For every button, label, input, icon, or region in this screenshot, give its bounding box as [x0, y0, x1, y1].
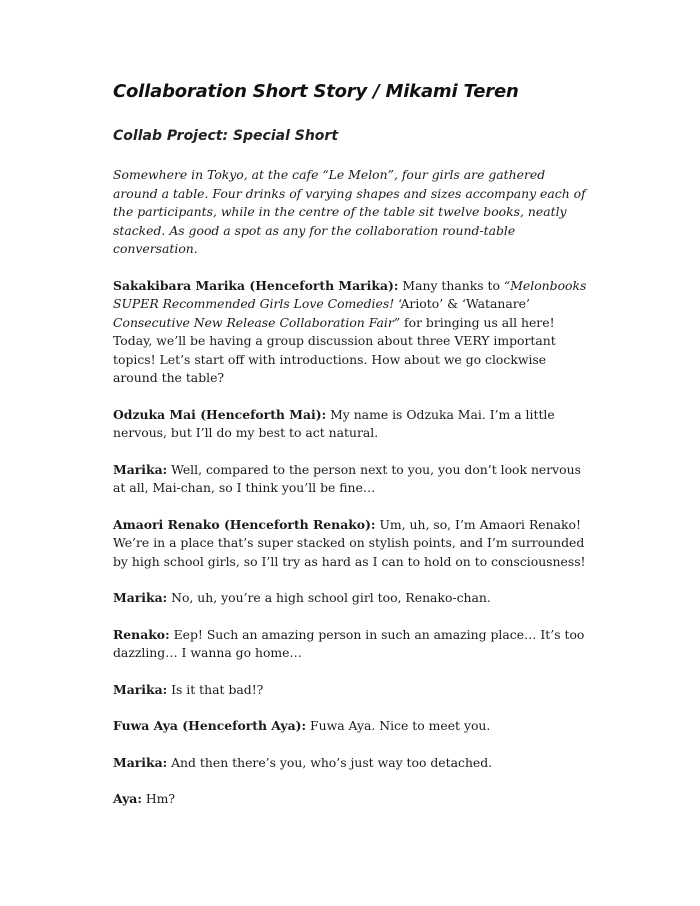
- speaker-name: Renako:: [113, 626, 170, 642]
- dialogue-text: Hm?: [141, 791, 176, 806]
- speaker-name: Marika:: [113, 461, 168, 477]
- intro-paragraph: Somewhere in Tokyo, at the cafe “Le Melon”, four girls are gathered around a table. Four drinks of varying shapes and sizes accompany each of the participants, while in the centre of the table sit twelve books, neatly stacked. As good a spot as any for the collaboration round-table conversation.: [113, 167, 586, 256]
- dialogue-line: [113, 717, 593, 736]
- speaker-name: Marika:: [113, 590, 168, 605]
- dialogue-text: Is it that bad!?: [167, 681, 264, 697]
- dialogue-line: [113, 461, 593, 498]
- dialogue-text: Eep! Such an amazing person in such an amazing place… It’s too dazzling… I wanna go home…: [113, 626, 585, 660]
- dialogue-line: [113, 589, 593, 608]
- speaker-name: Aya:: [113, 791, 142, 806]
- dialogue-text: Well, compared to the person next to you, you don’t look nervous at all, Mai-chan, so I think you’ll be fine…: [113, 461, 581, 495]
- speaker-name: Sakakibara Marika (Henceforth Marika):: [113, 277, 399, 293]
- dialogue-emphasis: Consecutive New Release Collaboration Fair”: [113, 314, 401, 330]
- dialogue-line: [113, 277, 593, 388]
- dialogue-line: [113, 516, 593, 572]
- dialogue-line: [113, 681, 593, 700]
- speaker-name: Odzuka Mai (Henceforth Mai):: [113, 406, 327, 422]
- dialogue-line: [113, 406, 593, 443]
- dialogue-text: No, uh, you’re a high school girl too, Renako-chan.: [167, 590, 491, 605]
- dialogue-text: Um, uh, so, I’m Amaori Renako! We’re in a place that’s super stacked on stylish points, and I’m surrounded by high school girls, so I’ll try as hard as I can to hold on to consciousness!: [113, 516, 586, 569]
- document-title: Collaboration Short Story / Mikami Teren: [113, 81, 519, 102]
- document-page: [113, 80, 593, 809]
- dialogue-text: And then there’s you, who’s just way too detached.: [167, 754, 493, 770]
- speaker-name: Amaori Renako (Henceforth Renako):: [113, 516, 376, 532]
- dialogue-line: [113, 754, 593, 773]
- speaker-name: Marika:: [113, 754, 168, 770]
- dialogue-text: My name is Odzuka Mai. I’m a little nervous, but I’ll do my best to act natural.: [113, 406, 555, 440]
- dialogue-text: ‘Arioto’ & ‘Watanare’: [394, 296, 530, 311]
- speaker-name: Fuwa Aya (Henceforth Aya):: [113, 718, 307, 733]
- dialogue-text: Fuwa Aya. Nice to meet you.: [306, 718, 491, 733]
- dialogue-line: [113, 790, 593, 809]
- speaker-name: Marika:: [113, 681, 168, 697]
- dialogue-line: [113, 626, 593, 663]
- dialogue-text: for bringing us all here! Today, we’ll be having a group discussion about three VERY important topics! Let’s start off with introductions. How about we go clockwise around the table?: [113, 314, 556, 385]
- dialogue-emphasis: “Melonbooks SUPER Recommended Girls Love Comedies!: [113, 277, 587, 311]
- dialogue-text: Many thanks to: [398, 277, 504, 293]
- document-subtitle: Collab Project: Special Short: [113, 128, 339, 144]
